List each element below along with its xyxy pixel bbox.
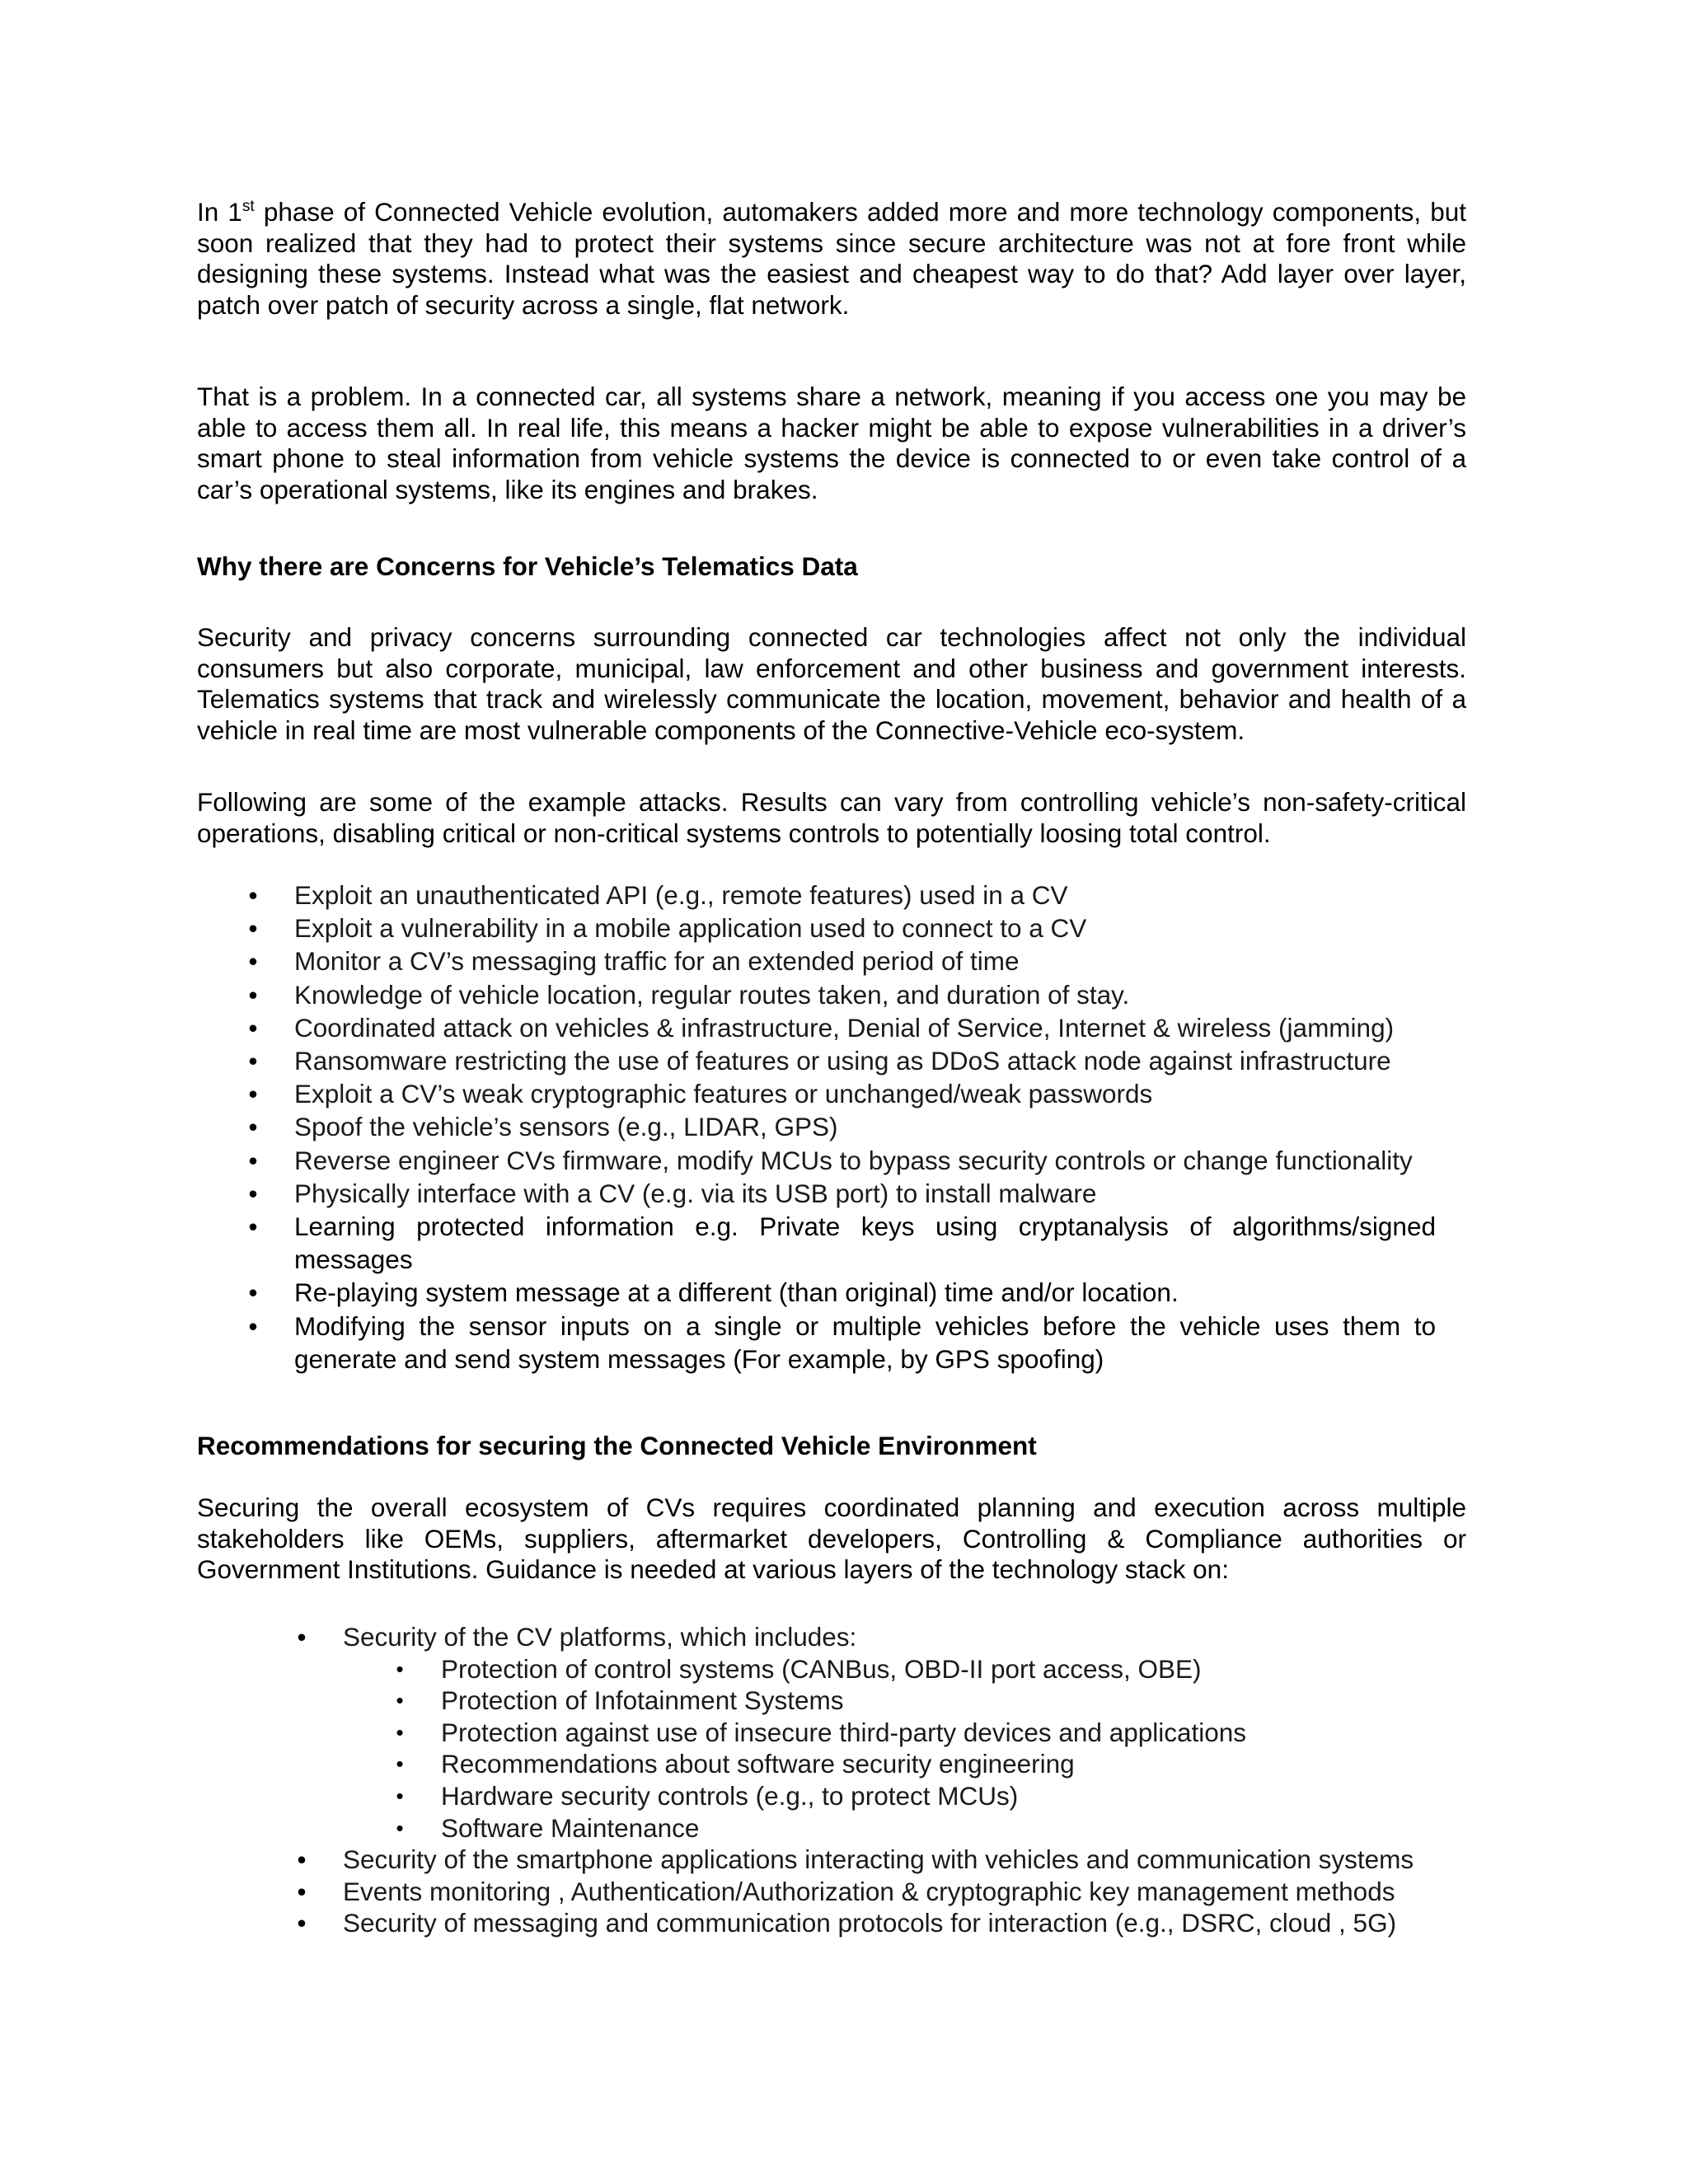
list-item-text: Modifying the sensor inputs on a single or multiple vehicles before the vehicle uses them to generate and send system messages (For example, by GPS spoofing) xyxy=(294,1310,1436,1374)
bullet-icon: • xyxy=(297,1622,307,1652)
list-item xyxy=(248,1144,1469,1177)
heading-recommendations: Recommendations for securing the Connected Vehicle Environment xyxy=(197,1431,1037,1460)
bullet-icon: • xyxy=(297,1844,307,1875)
list-item xyxy=(248,1276,1469,1309)
list-item-text: Hardware security controls (e.g., to protect MCUs) xyxy=(441,1780,1019,1811)
bullet-icon: • xyxy=(248,1212,258,1242)
heading-telematics-concerns: Why there are Concerns for Vehicle’s Telematics Data xyxy=(197,551,858,581)
list-item xyxy=(248,978,1469,1011)
platform-sublist xyxy=(343,1653,1480,1844)
list-item-text: Security of the smartphone applications interacting with vehicles and communication systems xyxy=(343,1844,1414,1875)
list-item xyxy=(396,1653,1480,1685)
list-item-text: Recommendations about software security engineering xyxy=(441,1749,1075,1779)
list-item xyxy=(297,1876,1480,1908)
paragraph-securing-ecosystem: Securing the overall ecosystem of CVs requires coordinated planning and execution across multiple stakeholders like OEMs, suppliers, aftermarket developers, Controlling & Compliance authorities or Government Institutions. Guidance is needed at various layers of the technology stack on: xyxy=(197,1493,1466,1584)
recommendation-list xyxy=(297,1621,1480,1939)
list-item xyxy=(248,1177,1469,1210)
bullet-icon: • xyxy=(396,1656,404,1681)
list-item-text: Reverse engineer CVs firmware, modify MCUs to bypass security controls or change functionality xyxy=(294,1145,1413,1175)
list-item-text: Spoof the vehicle’s sensors (e.g., LIDAR, GPS) xyxy=(294,1112,838,1142)
bullet-icon: • xyxy=(248,1012,258,1043)
bullet-icon: • xyxy=(248,1046,258,1076)
list-item xyxy=(297,1907,1480,1939)
list-item-text: Security of messaging and communication protocols for interaction (e.g., DSRC, cloud , 5G) xyxy=(343,1908,1397,1938)
bullet-icon: • xyxy=(297,1876,307,1906)
list-item-text: Exploit an unauthenticated API (e.g., remote features) used in a CV xyxy=(294,880,1068,910)
bullet-icon: • xyxy=(248,913,258,944)
list-item-text: Protection of Infotainment Systems xyxy=(441,1685,844,1716)
bullet-icon: • xyxy=(396,1783,404,1808)
bullet-icon: • xyxy=(396,1719,404,1745)
list-item xyxy=(248,1044,1469,1077)
list-item xyxy=(297,1621,1480,1844)
bullet-icon: • xyxy=(248,1310,258,1341)
list-item xyxy=(297,1844,1480,1876)
bullet-icon: • xyxy=(248,979,258,1010)
paragraph-example-attacks: Following are some of the example attacks. Results can vary from controlling vehicle’s non-safety-critical operations, disabling critical or non-critical systems controls to potentially loosing total control. xyxy=(197,787,1466,848)
bullet-icon: • xyxy=(248,1079,258,1109)
paragraph-problem: That is a problem. In a connected car, all systems share a network, meaning if you access one you may be able to access them all. In real life, this means a hacker might be able to expose vulnerabilities in a driver’s smart phone to steal information from vehicle systems the device is connected to or even take control of a car’s operational systems, like its engines and brakes. xyxy=(197,382,1466,504)
list-item xyxy=(396,1717,1480,1749)
list-item-text: Software Maintenance xyxy=(441,1812,700,1843)
list-item-text: Protection against use of insecure third-party devices and applications xyxy=(441,1717,1247,1747)
list-item-text: Ransomware restricting the use of features or using as DDoS attack node against infrastructure xyxy=(294,1046,1391,1076)
list-item xyxy=(396,1685,1480,1717)
list-item-text: Exploit a CV’s weak cryptographic features or unchanged/weak passwords xyxy=(294,1079,1153,1109)
list-item xyxy=(396,1780,1480,1812)
bullet-icon: • xyxy=(297,1908,307,1938)
bullet-icon: • xyxy=(248,1277,258,1308)
list-item-text: Physically interface with a CV (e.g. via its USB port) to install malware xyxy=(294,1178,1097,1208)
list-item xyxy=(248,1110,1469,1143)
list-item-text: Knowledge of vehicle location, regular routes taken, and duration of stay. xyxy=(294,979,1130,1010)
list-item-text: Exploit a vulnerability in a mobile application used to connect to a CV xyxy=(294,913,1087,944)
list-item xyxy=(248,1310,1436,1376)
bullet-icon: • xyxy=(396,1815,404,1840)
list-item xyxy=(248,912,1469,944)
text-span: In 1 xyxy=(197,197,242,227)
paragraph-security-privacy: Security and privacy concerns surrounding connected car technologies affect not only the individual consumers but also corporate, municipal, law enforcement and other business and government interests. Telematics systems that track and wirelessly communicate the location, movement, behavior and health of a vehicle in real time are most vulnerable components of the Connective-Vehicle eco-system. xyxy=(197,622,1466,745)
list-item-text: Coordinated attack on vehicles & infrastructure, Denial of Service, Internet & wireless (jamming) xyxy=(294,1012,1395,1043)
list-item-text: Re-playing system message at a different (than original) time and/or location. xyxy=(294,1277,1179,1308)
text-span: phase of Connected Vehicle evolution, automakers added more and more technology components, but soon realized that they had to protect their systems since secure architecture was not at fore front while designing these systems. Instead what was the easiest and cheapest way to do that? Add layer over layer, patch over patch of security across a single, flat network. xyxy=(197,197,1466,320)
bullet-icon: • xyxy=(248,946,258,977)
list-item xyxy=(248,944,1469,977)
bullet-icon: • xyxy=(248,1178,258,1208)
attack-list xyxy=(248,879,1469,1376)
list-item xyxy=(248,1077,1469,1110)
list-item-text: Learning protected information e.g. Private keys using cryptanalysis of algorithms/signed messages xyxy=(294,1212,1436,1275)
list-item xyxy=(396,1812,1480,1844)
list-item-text: Events monitoring , Authentication/Authorization & cryptographic key management methods xyxy=(343,1876,1395,1906)
bullet-icon: • xyxy=(248,1145,258,1175)
list-item xyxy=(248,879,1469,912)
bullet-icon: • xyxy=(248,1112,258,1142)
bullet-icon: • xyxy=(396,1688,404,1713)
list-item xyxy=(248,1011,1469,1044)
list-item xyxy=(248,1210,1436,1276)
list-item-text: Protection of control systems (CANBus, OBD-II port access, OBE) xyxy=(441,1653,1202,1684)
paragraph-phase-one xyxy=(197,197,1466,321)
bullet-icon: • xyxy=(396,1751,404,1777)
list-item-text: Security of the CV platforms, which includes: xyxy=(343,1622,857,1652)
bullet-icon: • xyxy=(248,880,258,910)
list-item-text: Monitor a CV’s messaging traffic for an extended period of time xyxy=(294,946,1020,977)
list-item xyxy=(396,1748,1480,1780)
superscript: st xyxy=(241,197,255,215)
